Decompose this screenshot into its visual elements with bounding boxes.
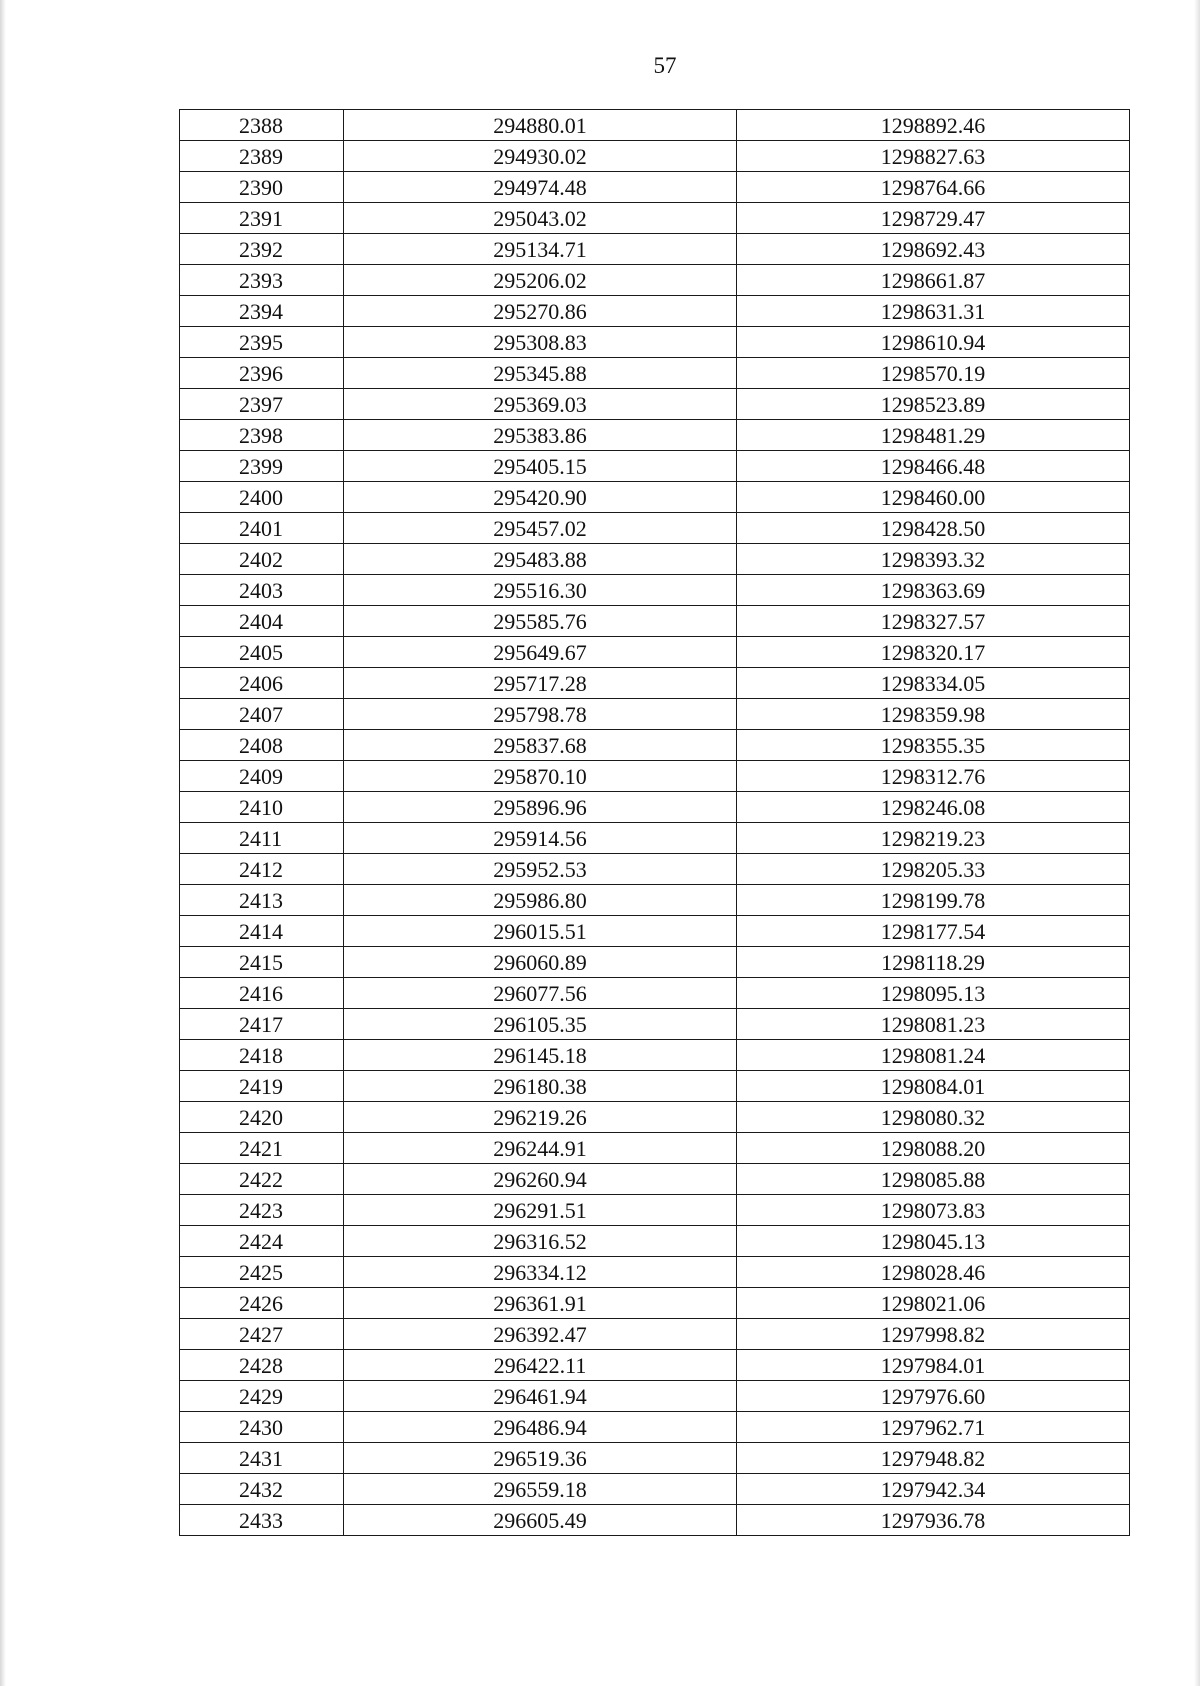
y-coordinate-cell: 1298393.32	[737, 544, 1130, 575]
x-coordinate-cell: 295896.96	[344, 792, 737, 823]
y-coordinate-cell: 1298085.88	[737, 1164, 1130, 1195]
y-coordinate-cell: 1297942.34	[737, 1474, 1130, 1505]
y-coordinate-cell: 1298466.48	[737, 451, 1130, 482]
table-row	[180, 1071, 1130, 1102]
table-row	[180, 916, 1130, 947]
point-number-cell: 2410	[180, 792, 344, 823]
table-row	[180, 389, 1130, 420]
x-coordinate-cell: 296105.35	[344, 1009, 737, 1040]
table-row	[180, 1505, 1130, 1536]
point-number-cell: 2389	[180, 141, 344, 172]
point-number-cell: 2394	[180, 296, 344, 327]
point-number-cell: 2430	[180, 1412, 344, 1443]
table-row	[180, 513, 1130, 544]
table-row	[180, 451, 1130, 482]
point-number-cell: 2426	[180, 1288, 344, 1319]
table-row	[180, 1133, 1130, 1164]
table-row	[180, 1226, 1130, 1257]
point-number-cell: 2421	[180, 1133, 344, 1164]
x-coordinate-cell: 296260.94	[344, 1164, 737, 1195]
x-coordinate-cell: 296291.51	[344, 1195, 737, 1226]
x-coordinate-cell: 295457.02	[344, 513, 737, 544]
table-row	[180, 730, 1130, 761]
page-number: 57	[653, 53, 677, 78]
point-number-cell: 2398	[180, 420, 344, 451]
x-coordinate-cell: 296519.36	[344, 1443, 737, 1474]
y-coordinate-cell: 1297936.78	[737, 1505, 1130, 1536]
point-number-cell: 2425	[180, 1257, 344, 1288]
y-coordinate-cell: 1298428.50	[737, 513, 1130, 544]
y-coordinate-cell: 1298363.69	[737, 575, 1130, 606]
x-coordinate-cell: 295134.71	[344, 234, 737, 265]
x-coordinate-cell: 294880.01	[344, 110, 737, 141]
y-coordinate-cell: 1298729.47	[737, 203, 1130, 234]
y-coordinate-cell: 1298481.29	[737, 420, 1130, 451]
point-number-cell: 2414	[180, 916, 344, 947]
table-row	[180, 668, 1130, 699]
table-row	[180, 234, 1130, 265]
y-coordinate-cell: 1298081.24	[737, 1040, 1130, 1071]
table-row	[180, 854, 1130, 885]
x-coordinate-cell: 296486.94	[344, 1412, 737, 1443]
x-coordinate-cell: 296180.38	[344, 1071, 737, 1102]
y-coordinate-cell: 1298892.46	[737, 110, 1130, 141]
table-row	[180, 1164, 1130, 1195]
point-number-cell: 2390	[180, 172, 344, 203]
table-row	[180, 637, 1130, 668]
table-row	[180, 141, 1130, 172]
coordinate-table-body	[180, 110, 1130, 1536]
y-coordinate-cell: 1298312.76	[737, 761, 1130, 792]
table-row	[180, 792, 1130, 823]
point-number-cell: 2409	[180, 761, 344, 792]
coordinate-table	[179, 109, 1130, 1536]
table-row	[180, 358, 1130, 389]
y-coordinate-cell: 1298219.23	[737, 823, 1130, 854]
x-coordinate-cell: 295345.88	[344, 358, 737, 389]
y-coordinate-cell: 1298523.89	[737, 389, 1130, 420]
point-number-cell: 2424	[180, 1226, 344, 1257]
table-row	[180, 1195, 1130, 1226]
y-coordinate-cell: 1298355.35	[737, 730, 1130, 761]
x-coordinate-cell: 295837.68	[344, 730, 737, 761]
table-row	[180, 978, 1130, 1009]
y-coordinate-cell: 1298610.94	[737, 327, 1130, 358]
x-coordinate-cell: 295383.86	[344, 420, 737, 451]
y-coordinate-cell: 1298021.06	[737, 1288, 1130, 1319]
table-row	[180, 1102, 1130, 1133]
table-row	[180, 172, 1130, 203]
x-coordinate-cell: 295420.90	[344, 482, 737, 513]
x-coordinate-cell: 295986.80	[344, 885, 737, 916]
y-coordinate-cell: 1297984.01	[737, 1350, 1130, 1381]
x-coordinate-cell: 296422.11	[344, 1350, 737, 1381]
point-number-cell: 2403	[180, 575, 344, 606]
y-coordinate-cell: 1298692.43	[737, 234, 1130, 265]
y-coordinate-cell: 1298246.08	[737, 792, 1130, 823]
x-coordinate-cell: 296605.49	[344, 1505, 737, 1536]
point-number-cell: 2419	[180, 1071, 344, 1102]
point-number-cell: 2428	[180, 1350, 344, 1381]
point-number-cell: 2391	[180, 203, 344, 234]
point-number-cell: 2392	[180, 234, 344, 265]
table-row	[180, 265, 1130, 296]
x-coordinate-cell: 296219.26	[344, 1102, 737, 1133]
point-number-cell: 2406	[180, 668, 344, 699]
point-number-cell: 2420	[180, 1102, 344, 1133]
table-row	[180, 420, 1130, 451]
table-row	[180, 1288, 1130, 1319]
x-coordinate-cell: 295914.56	[344, 823, 737, 854]
x-coordinate-cell: 296461.94	[344, 1381, 737, 1412]
table-row	[180, 761, 1130, 792]
point-number-cell: 2404	[180, 606, 344, 637]
x-coordinate-cell: 296392.47	[344, 1319, 737, 1350]
y-coordinate-cell: 1297976.60	[737, 1381, 1130, 1412]
x-coordinate-cell: 296559.18	[344, 1474, 737, 1505]
scan-edge-right	[1194, 0, 1200, 1686]
x-coordinate-cell: 294974.48	[344, 172, 737, 203]
x-coordinate-cell: 294930.02	[344, 141, 737, 172]
y-coordinate-cell: 1298088.20	[737, 1133, 1130, 1164]
y-coordinate-cell: 1298080.32	[737, 1102, 1130, 1133]
point-number-cell: 2402	[180, 544, 344, 575]
x-coordinate-cell: 295649.67	[344, 637, 737, 668]
x-coordinate-cell: 295798.78	[344, 699, 737, 730]
x-coordinate-cell: 295308.83	[344, 327, 737, 358]
y-coordinate-cell: 1298199.78	[737, 885, 1130, 916]
point-number-cell: 2415	[180, 947, 344, 978]
table-row	[180, 606, 1130, 637]
table-row	[180, 1412, 1130, 1443]
table-row	[180, 1474, 1130, 1505]
y-coordinate-cell: 1298205.33	[737, 854, 1130, 885]
y-coordinate-cell: 1298764.66	[737, 172, 1130, 203]
x-coordinate-cell: 295870.10	[344, 761, 737, 792]
x-coordinate-cell: 296244.91	[344, 1133, 737, 1164]
table-row	[180, 1381, 1130, 1412]
point-number-cell: 2413	[180, 885, 344, 916]
point-number-cell: 2429	[180, 1381, 344, 1412]
point-number-cell: 2388	[180, 110, 344, 141]
y-coordinate-cell: 1297948.82	[737, 1443, 1130, 1474]
y-coordinate-cell: 1298081.23	[737, 1009, 1130, 1040]
y-coordinate-cell: 1297962.71	[737, 1412, 1130, 1443]
x-coordinate-cell: 295952.53	[344, 854, 737, 885]
point-number-cell: 2422	[180, 1164, 344, 1195]
point-number-cell: 2397	[180, 389, 344, 420]
table-row	[180, 823, 1130, 854]
y-coordinate-cell: 1298045.13	[737, 1226, 1130, 1257]
point-number-cell: 2432	[180, 1474, 344, 1505]
table-row	[180, 1350, 1130, 1381]
x-coordinate-cell: 296334.12	[344, 1257, 737, 1288]
table-row	[180, 1257, 1130, 1288]
point-number-cell: 2416	[180, 978, 344, 1009]
x-coordinate-cell: 296077.56	[344, 978, 737, 1009]
point-number-cell: 2427	[180, 1319, 344, 1350]
point-number-cell: 2423	[180, 1195, 344, 1226]
table-row	[180, 110, 1130, 141]
x-coordinate-cell: 296015.51	[344, 916, 737, 947]
x-coordinate-cell: 295585.76	[344, 606, 737, 637]
table-row	[180, 327, 1130, 358]
point-number-cell: 2408	[180, 730, 344, 761]
x-coordinate-cell: 295717.28	[344, 668, 737, 699]
y-coordinate-cell: 1298177.54	[737, 916, 1130, 947]
point-number-cell: 2411	[180, 823, 344, 854]
x-coordinate-cell: 296361.91	[344, 1288, 737, 1319]
y-coordinate-cell: 1298095.13	[737, 978, 1130, 1009]
table-row	[180, 1319, 1130, 1350]
point-number-cell: 2407	[180, 699, 344, 730]
x-coordinate-cell: 295369.03	[344, 389, 737, 420]
x-coordinate-cell: 296316.52	[344, 1226, 737, 1257]
x-coordinate-cell: 296060.89	[344, 947, 737, 978]
y-coordinate-cell: 1298460.00	[737, 482, 1130, 513]
y-coordinate-cell: 1298118.29	[737, 947, 1130, 978]
point-number-cell: 2401	[180, 513, 344, 544]
table-row	[180, 575, 1130, 606]
point-number-cell: 2417	[180, 1009, 344, 1040]
point-number-cell: 2399	[180, 451, 344, 482]
y-coordinate-cell: 1298073.83	[737, 1195, 1130, 1226]
table-row	[180, 296, 1130, 327]
y-coordinate-cell: 1298631.31	[737, 296, 1130, 327]
table-row	[180, 482, 1130, 513]
point-number-cell: 2396	[180, 358, 344, 389]
table-row	[180, 1009, 1130, 1040]
y-coordinate-cell: 1298661.87	[737, 265, 1130, 296]
y-coordinate-cell: 1298334.05	[737, 668, 1130, 699]
y-coordinate-cell: 1298327.57	[737, 606, 1130, 637]
table-row	[180, 1040, 1130, 1071]
point-number-cell: 2433	[180, 1505, 344, 1536]
table-row	[180, 699, 1130, 730]
x-coordinate-cell: 295206.02	[344, 265, 737, 296]
x-coordinate-cell: 295405.15	[344, 451, 737, 482]
point-number-cell: 2405	[180, 637, 344, 668]
table-row	[180, 544, 1130, 575]
point-number-cell: 2395	[180, 327, 344, 358]
y-coordinate-cell: 1298028.46	[737, 1257, 1130, 1288]
y-coordinate-cell: 1298570.19	[737, 358, 1130, 389]
point-number-cell: 2418	[180, 1040, 344, 1071]
x-coordinate-cell: 296145.18	[344, 1040, 737, 1071]
y-coordinate-cell: 1297998.82	[737, 1319, 1130, 1350]
scan-edge-left	[0, 0, 6, 1686]
x-coordinate-cell: 295270.86	[344, 296, 737, 327]
y-coordinate-cell: 1298827.63	[737, 141, 1130, 172]
point-number-cell: 2431	[180, 1443, 344, 1474]
table-row	[180, 203, 1130, 234]
point-number-cell: 2393	[180, 265, 344, 296]
table-row	[180, 1443, 1130, 1474]
point-number-cell: 2412	[180, 854, 344, 885]
y-coordinate-cell: 1298359.98	[737, 699, 1130, 730]
x-coordinate-cell: 295483.88	[344, 544, 737, 575]
x-coordinate-cell: 295043.02	[344, 203, 737, 234]
table-row	[180, 885, 1130, 916]
y-coordinate-cell: 1298320.17	[737, 637, 1130, 668]
y-coordinate-cell: 1298084.01	[737, 1071, 1130, 1102]
x-coordinate-cell: 295516.30	[344, 575, 737, 606]
table-row	[180, 947, 1130, 978]
point-number-cell: 2400	[180, 482, 344, 513]
